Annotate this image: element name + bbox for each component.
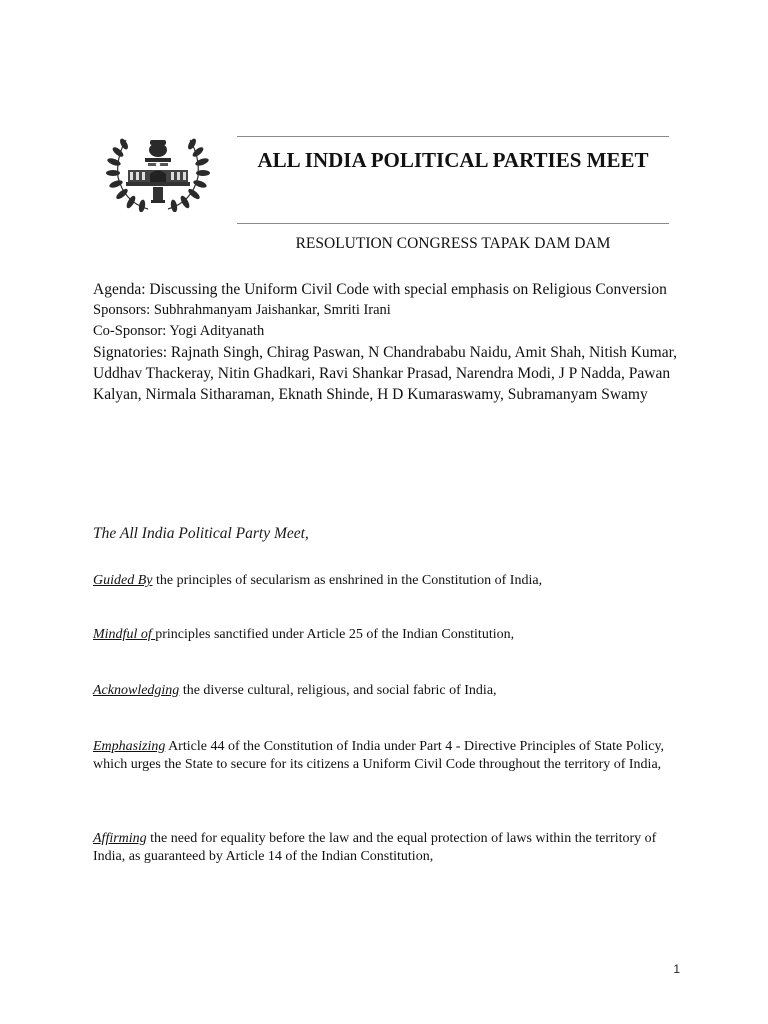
clause-guided-by: [93, 572, 683, 590]
co-sponsor-line: Co-Sponsor: Yogi Adityanath: [93, 323, 265, 339]
clause-text: the diverse cultural, religious, and social fabric of India,: [179, 683, 497, 698]
clause-text: the need for equality before the law and the equal protection of laws within the territory of India, as guaranteed by Article 14 of the Indian Constitution,: [93, 831, 657, 864]
clause-keyword: Guided By: [93, 573, 153, 588]
clause-text: Article 44 of the Constitution of India under Part 4 - Directive Principles of State Policy, which urges the State to secure for its citizens a Uniform Civil Code throughout the territory of India,: [93, 739, 665, 772]
clause-text: principles sanctified under Article 25 of the Indian Constitution,: [155, 627, 515, 642]
clause-text: the principles of secularism as enshrined in the Constitution of India,: [152, 573, 543, 588]
header-rule-bottom: [237, 223, 669, 224]
clause-acknowledging: [93, 682, 683, 700]
clause-keyword: Affirming: [93, 831, 147, 846]
clause-keyword: Mindful of: [93, 627, 156, 642]
preamble: The All India Political Party Meet,: [93, 525, 309, 542]
document-title: ALL INDIA POLITICAL PARTIES MEET: [257, 148, 649, 172]
resolution-subtitle: RESOLUTION CONGRESS TAPAK DAM DAM: [295, 235, 611, 252]
clause-keyword: Emphasizing: [93, 739, 166, 754]
clause-keyword: Acknowledging: [93, 683, 180, 698]
agenda-line: Agenda: Discussing the Uniform Civil Code with special emphasis on Religious Conversion: [93, 281, 667, 298]
clause-emphasizing: [93, 738, 683, 774]
clause-mindful-of: [93, 626, 683, 644]
header-rule-top: [237, 136, 669, 137]
meta-block: [93, 279, 683, 405]
clause-affirming: [93, 830, 683, 866]
page-number: 1: [673, 962, 680, 976]
sponsors-line: Sponsors: Subhrahmanyam Jaishankar, Smriti Irani: [93, 302, 391, 318]
signatories-line: Signatories: Rajnath Singh, Chirag Paswan, N Chandrababu Naidu, Amit Shah, Nitish Kumar, Uddhav Thackeray, Nitin Ghadkari, Ravi Shankar Prasad, Narendra Modi, J P Nadda, Pawan Kalyan, Nirmala Sitharaman, Eknath Shinde, H D Kumaraswamy, Subramanyam Swamy: [93, 344, 678, 403]
laurel-emblem-icon: [104, 132, 212, 212]
